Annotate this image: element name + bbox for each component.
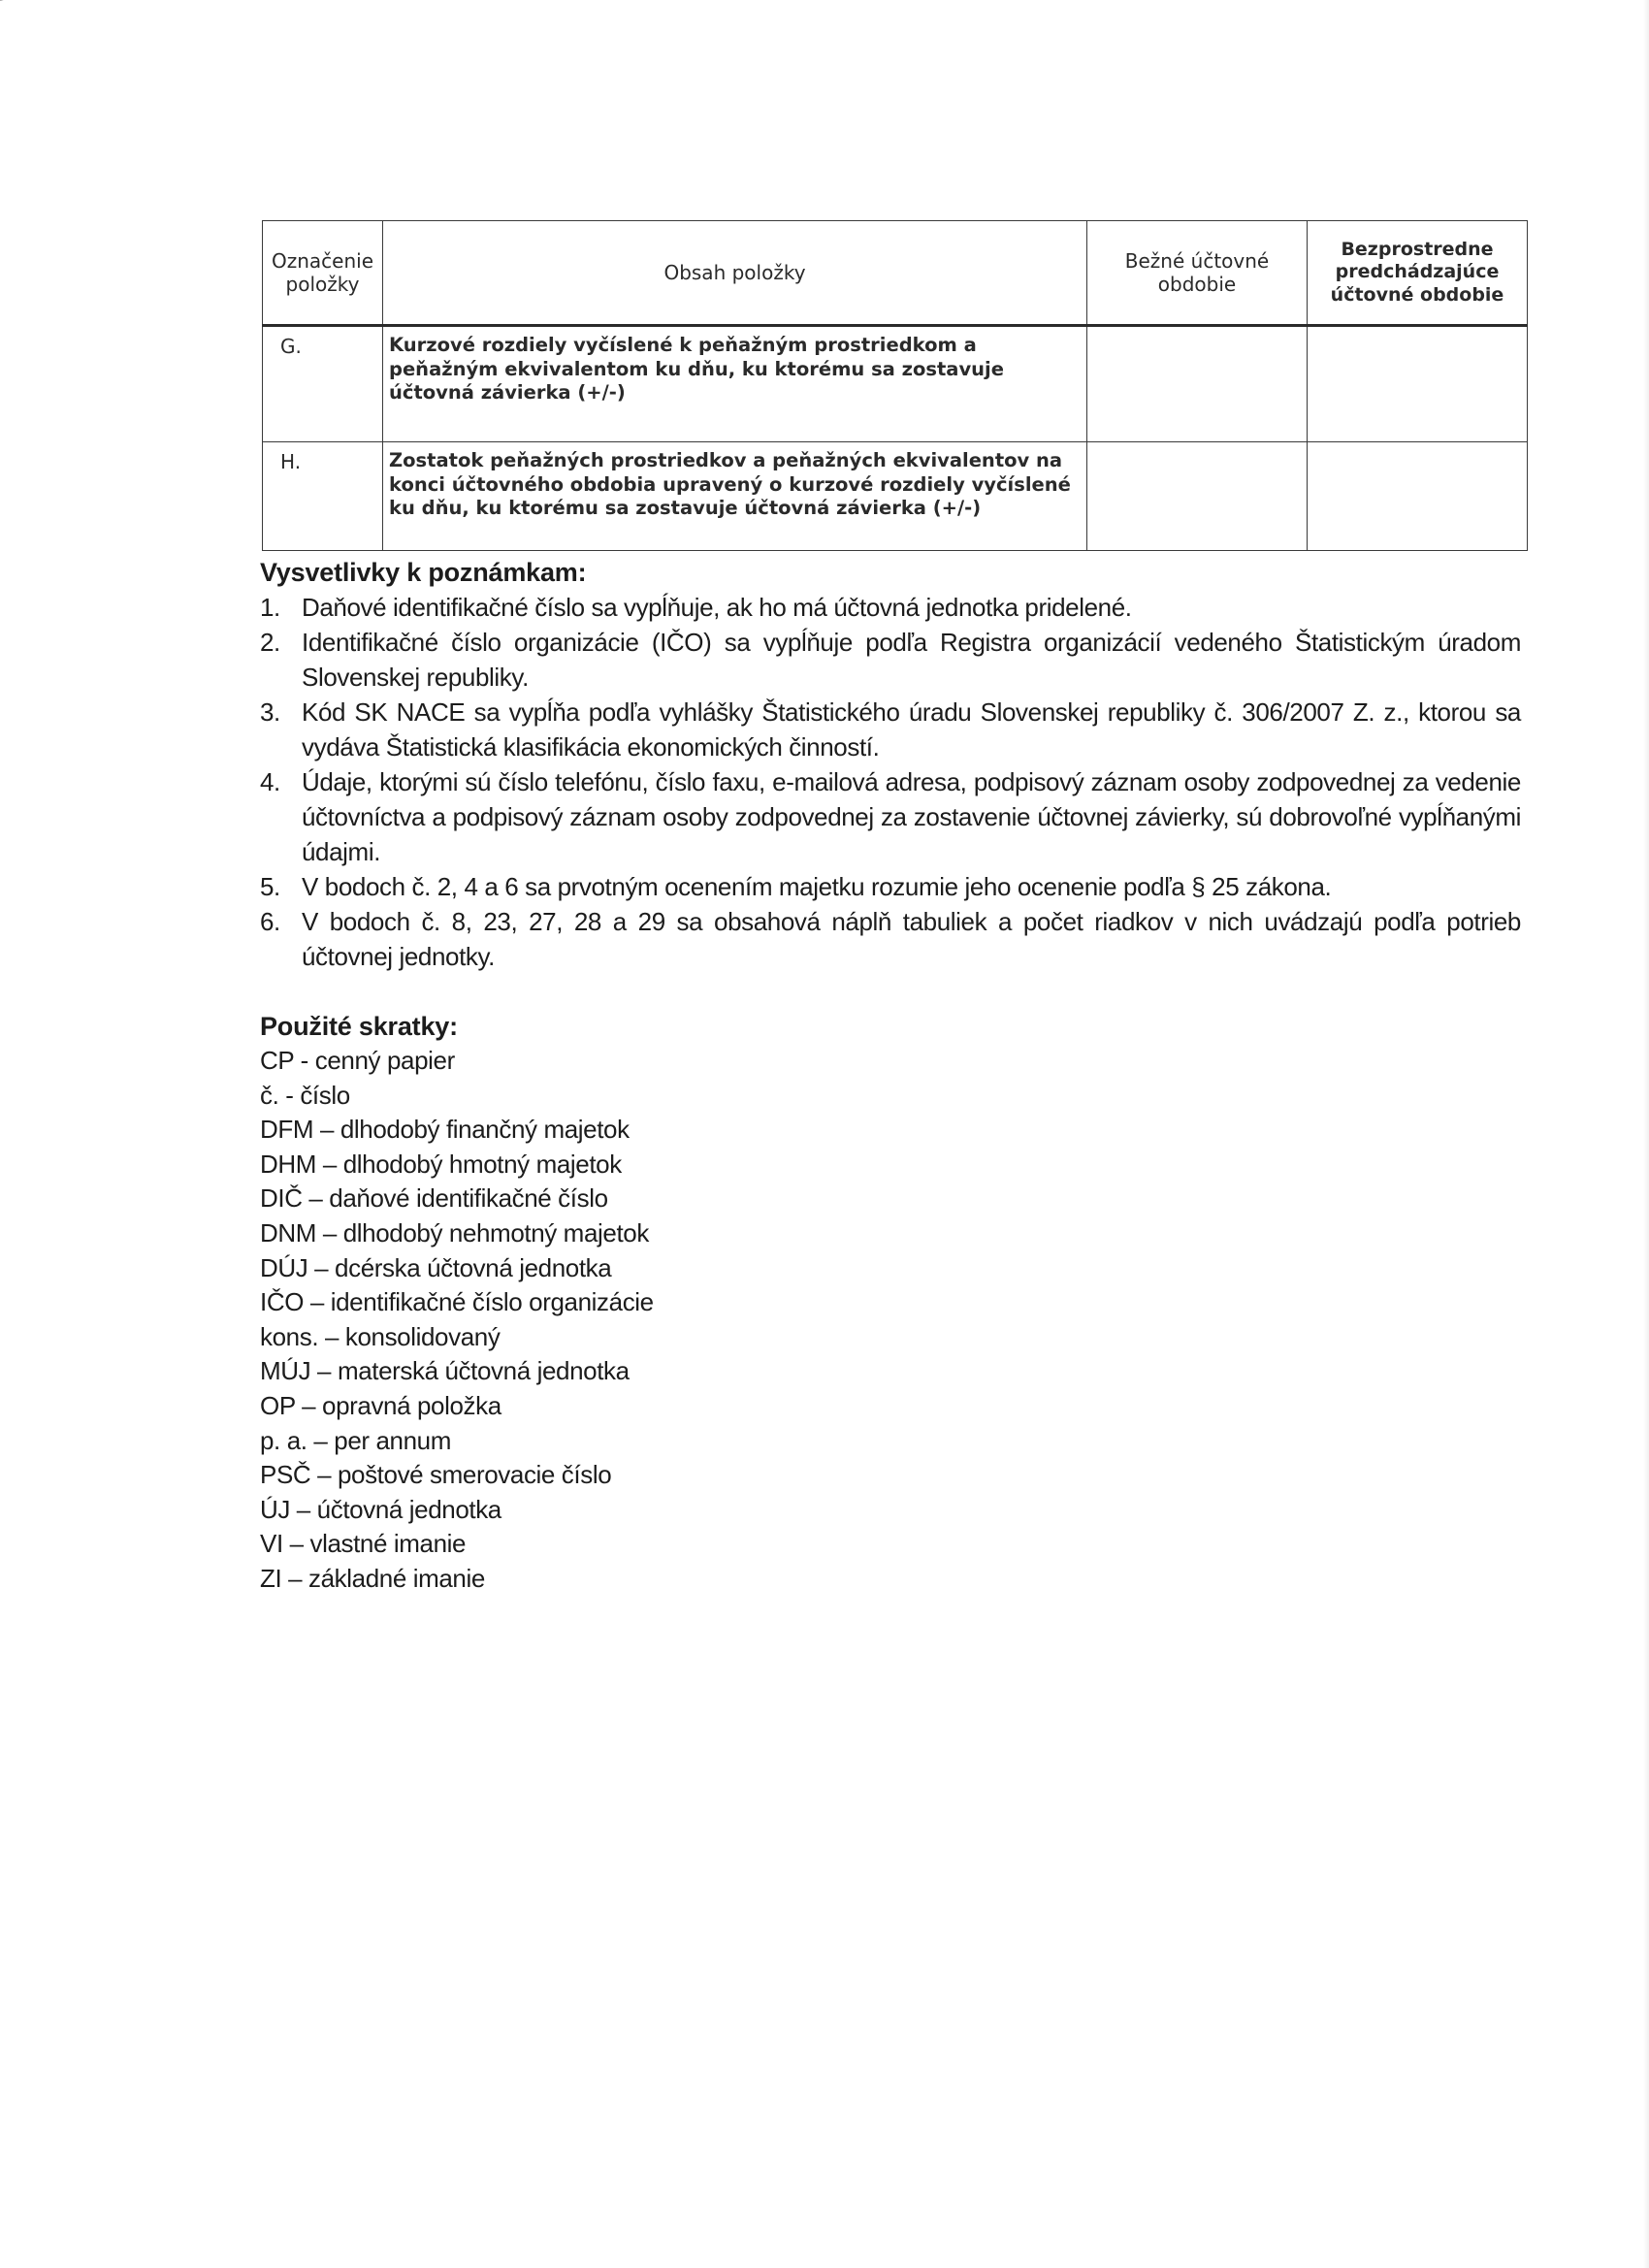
list-item: PSČ – poštové smerovacie číslo xyxy=(260,1460,612,1490)
header-previous-period: Bezprostredne predchádzajúce účtovné obdobie xyxy=(1308,221,1528,326)
note-text: Údaje, ktorými sú číslo telefónu, číslo faxu, e-mailová adresa, podpisový záznam osoby zodpovednej za vedenie účtovníctva a podpisový záznam osoby zodpovednej za zostavenie účtovnej závierky, sú dobrovoľné vypĺňanými údajmi. xyxy=(302,767,1521,866)
scan-edge-shadow xyxy=(1643,0,1649,2268)
list-item: ÚJ – účtovná jednotka xyxy=(260,1494,501,1524)
list-item xyxy=(260,625,1521,695)
scan-corner-mark xyxy=(0,0,42,14)
note-text: Kód SK NACE sa vypĺňa podľa vyhlášky Štatistického úradu Slovenskej republiky č. 306/2007 Z. z., ktorou sa vydáva Štatistická klasifikácia ekonomických činností. xyxy=(302,697,1521,761)
notes-list xyxy=(260,590,1521,974)
row-code: H. xyxy=(263,442,383,551)
list-item: OP – opravná položka xyxy=(260,1390,501,1420)
abbreviations-section xyxy=(260,1009,1521,1597)
note-text: Identifikačné číslo organizácie (IČO) sa vypĺňuje podľa Registra organizácií vedeného Štatistickým úradom Slovenskej republiky. xyxy=(302,628,1521,692)
list-item: DFM – dlhodobý finančný majetok xyxy=(260,1115,630,1145)
list-item: kons. – konsolidovaný xyxy=(260,1321,501,1351)
row-content: Zostatok peňažných prostriedkov a peňažných ekvivalentov na konci účtovného obdobia upravený o kurzové rozdiely vyčíslené ku dňu, ku ktorému sa zostavuje účtovná závierka (+/-) xyxy=(383,442,1087,551)
notes-title: Vysvetlivky k poznámkam: xyxy=(260,558,587,587)
note-number: 5. xyxy=(260,872,280,901)
row-code: G. xyxy=(263,326,383,442)
row-previous-value xyxy=(1308,442,1528,551)
list-item: č. - číslo xyxy=(260,1080,350,1110)
row-content: Kurzové rozdiely vyčíslené k peňažným prostriedkom a peňažným ekvivalentom ku dňu, ku ktorému sa zostavuje účtovná závierka (+/-) xyxy=(383,326,1087,442)
list-item xyxy=(260,904,1521,974)
notes-section xyxy=(260,555,1521,1597)
table-header-row xyxy=(263,221,1528,326)
list-item: p. a. – per annum xyxy=(260,1425,451,1455)
row-previous-value xyxy=(1308,326,1528,442)
note-text: Daňové identifikačné číslo sa vypĺňuje, ak ho má účtovná jednotka pridelené. xyxy=(302,593,1132,622)
abbreviations-list xyxy=(260,1044,1521,1597)
list-item: MÚJ – materská účtovná jednotka xyxy=(260,1356,630,1386)
header-code: Označenie položky xyxy=(263,221,383,326)
row-current-value xyxy=(1087,326,1308,442)
note-number: 6. xyxy=(260,907,280,936)
list-item: IČO – identifikačné číslo organizácie xyxy=(260,1287,654,1317)
note-text: V bodoch č. 2, 4 a 6 sa prvotným ocenením majetku rozumie jeho ocenenie podľa § 25 zákona. xyxy=(302,872,1332,901)
abbreviations-title: Použité skratky: xyxy=(260,1012,458,1041)
list-item: DHM – dlhodobý hmotný majetok xyxy=(260,1149,622,1179)
note-number: 1. xyxy=(260,593,280,622)
table-row xyxy=(263,442,1528,551)
note-number: 4. xyxy=(260,767,280,796)
list-item: DNM – dlhodobý nehmotný majetok xyxy=(260,1217,649,1247)
list-item: VI – vlastné imanie xyxy=(260,1529,467,1559)
note-number: 3. xyxy=(260,697,280,727)
header-content: Obsah položky xyxy=(383,221,1087,326)
list-item: ZI – základné imanie xyxy=(260,1563,485,1593)
list-item xyxy=(260,695,1521,764)
list-item xyxy=(260,869,1521,904)
row-current-value xyxy=(1087,442,1308,551)
header-current-period: Bežné účtovné obdobie xyxy=(1087,221,1308,326)
list-item xyxy=(260,590,1521,625)
note-text: V bodoch č. 8, 23, 27, 28 a 29 sa obsahová náplň tabuliek a počet riadkov v nich uvádzajú podľa potrieb účtovnej jednotky. xyxy=(302,907,1521,971)
cash-flow-table xyxy=(262,220,1528,551)
list-item xyxy=(260,764,1521,869)
list-item: CP - cenný papier xyxy=(260,1046,455,1075)
note-number: 2. xyxy=(260,628,280,657)
table-row xyxy=(263,326,1528,442)
list-item: DÚJ – dcérska účtovná jednotka xyxy=(260,1252,612,1282)
list-item: DIČ – daňové identifikačné číslo xyxy=(260,1183,608,1214)
